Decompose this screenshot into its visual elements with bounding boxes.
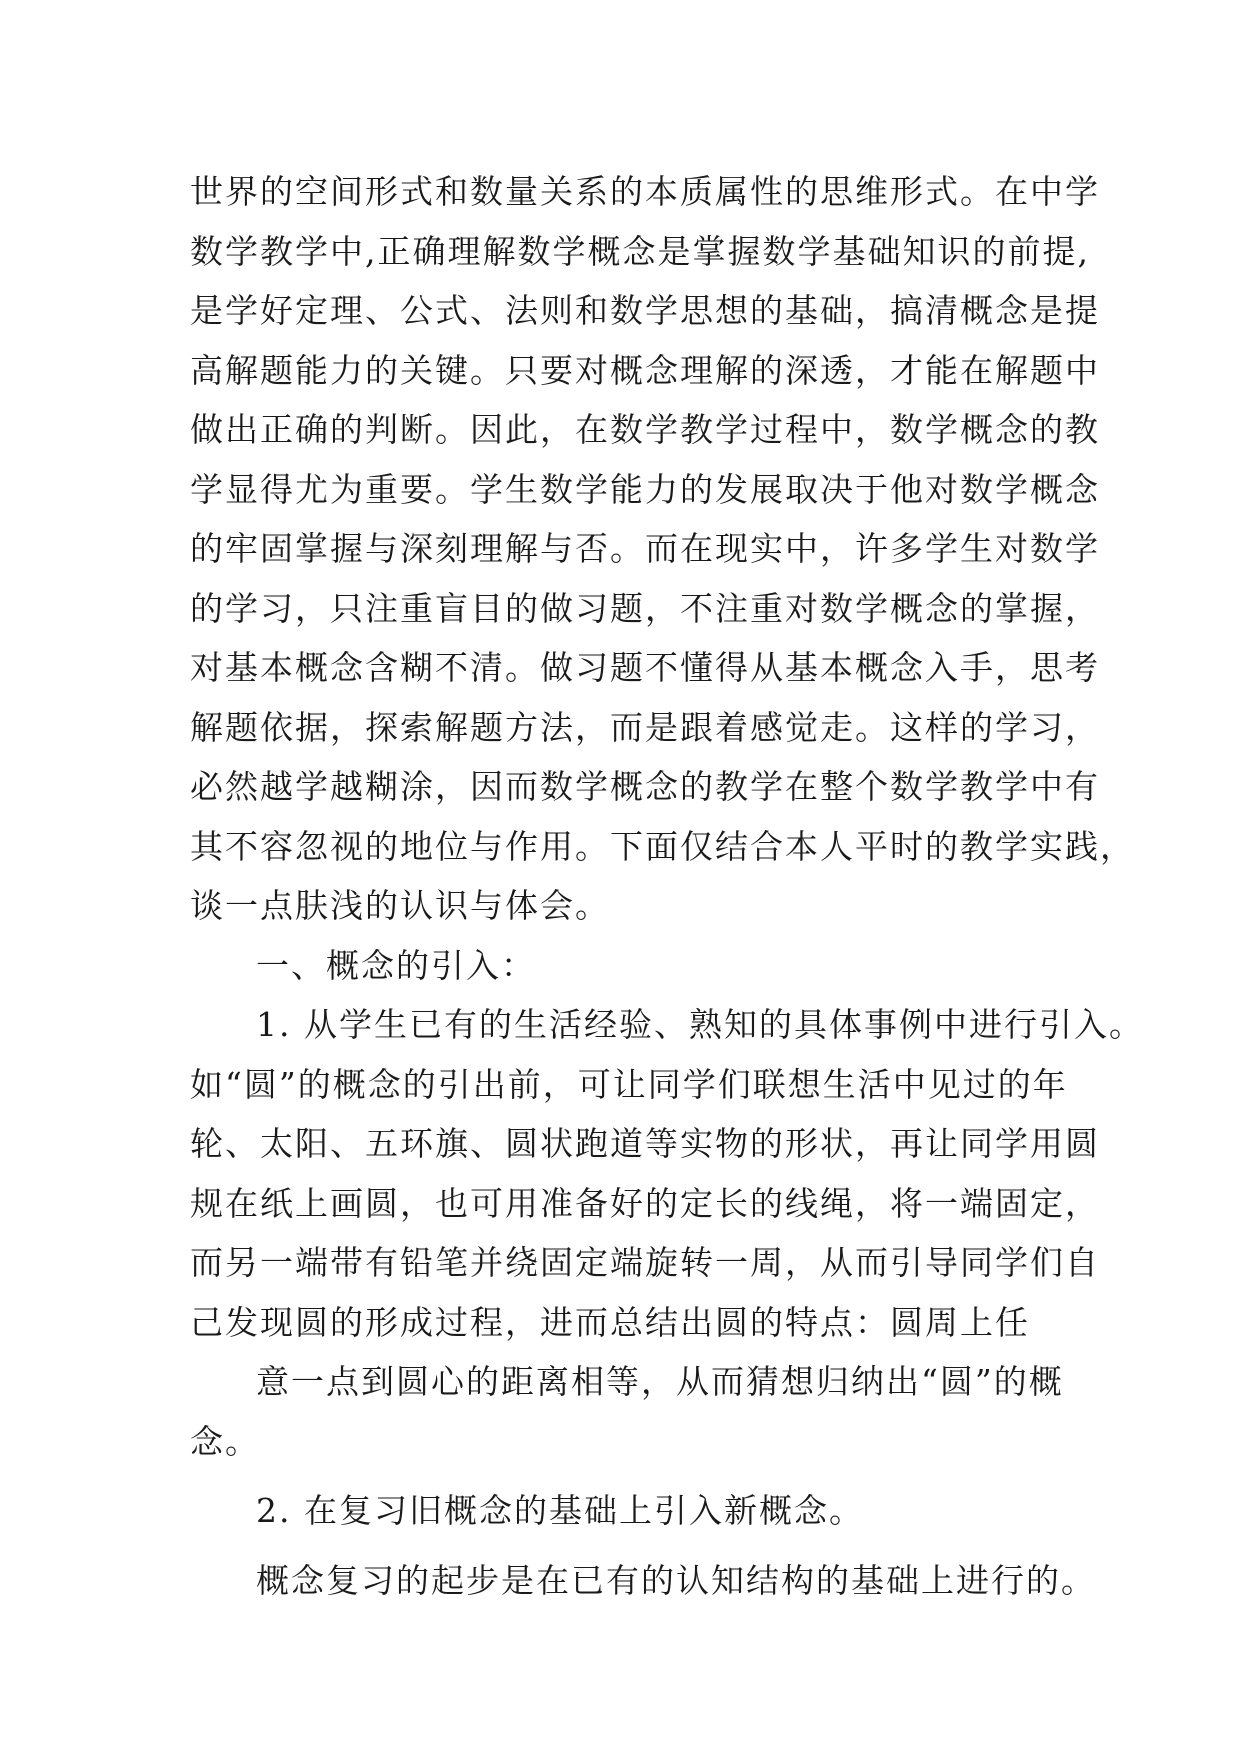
text-line: 意一点到圆心的距离相等，从而猜想归纳出“圆”的概: [256, 1362, 1064, 1401]
text-line: 做出正确的判断。因此，在数学教学过程中，数学概念的教: [190, 410, 1100, 449]
text-line: 轮、太阳、五环旗、圆状跑道等实物的形状，再让同学用圆: [190, 1124, 1100, 1163]
text-line: 谈一点肤浅的认识与体会。: [190, 886, 610, 925]
text-line: 如“圆”的概念的引出前，可让同学们联想生活中见过的年: [190, 1064, 1068, 1104]
text-line: 的学习，只注重盲目的做习题，不注重对数学概念的掌握，: [190, 588, 1100, 628]
text-line: 2. 在复习旧概念的基础上引入新概念。: [256, 1491, 864, 1530]
text-line: 概念复习的起步是在已有的认知结构的基础上进行的。: [256, 1560, 1096, 1600]
text-line: 念。: [190, 1421, 260, 1461]
text-line: 1. 从学生已有的生活经验、熟知的具体事例中进行引入。: [256, 1005, 1144, 1044]
text-line: 数学教学中,正确理解数学概念是掌握数学基础知识的前提,: [190, 231, 1090, 271]
body-text: [190, 162, 1144, 1610]
text-line: 其不容忽视的地位与作用。下面仅结合本人平时的教学实践，: [190, 826, 1135, 866]
text-line: 对基本概念含糊不清。做习题不懂得从基本概念入手，思考: [190, 648, 1100, 687]
text-line: 解题依据，探索解题方法，而是跟着感觉走。这样的学习，: [190, 707, 1100, 747]
text-line: 高解题能力的关键。只要对概念理解的深透，才能在解题中: [190, 350, 1100, 390]
text-line: 必然越学越糊涂，因而数学概念的教学在整个数学教学中有: [190, 767, 1100, 806]
text-line: 规在纸上画圆，也可用准备好的定长的线绳，将一端固定，: [190, 1183, 1100, 1223]
text-line: 的牢固掌握与深刻理解与否。而在现实中，许多学生对数学: [190, 529, 1100, 568]
paragraph-gap: [190, 1471, 1090, 1481]
text-line: 世界的空间形式和数量关系的本质属性的思维形式。在中学: [190, 172, 1100, 211]
text-line: 己发现圆的形成过程，进而总结出圆的特点：圆周上任: [190, 1302, 1030, 1342]
section-heading: 一、概念的引入：: [256, 945, 536, 985]
text-line: 是学好定理、公式、法则和数学思想的基础，搞清概念是提: [190, 291, 1100, 330]
paragraph-gap: [190, 1541, 1090, 1551]
text-line: 而另一端带有铅笔并绕固定端旋转一周，从而引导同学们自: [190, 1243, 1100, 1282]
text-line: 学显得尤为重要。学生数学能力的发展取决于他对数学概念: [190, 469, 1100, 509]
